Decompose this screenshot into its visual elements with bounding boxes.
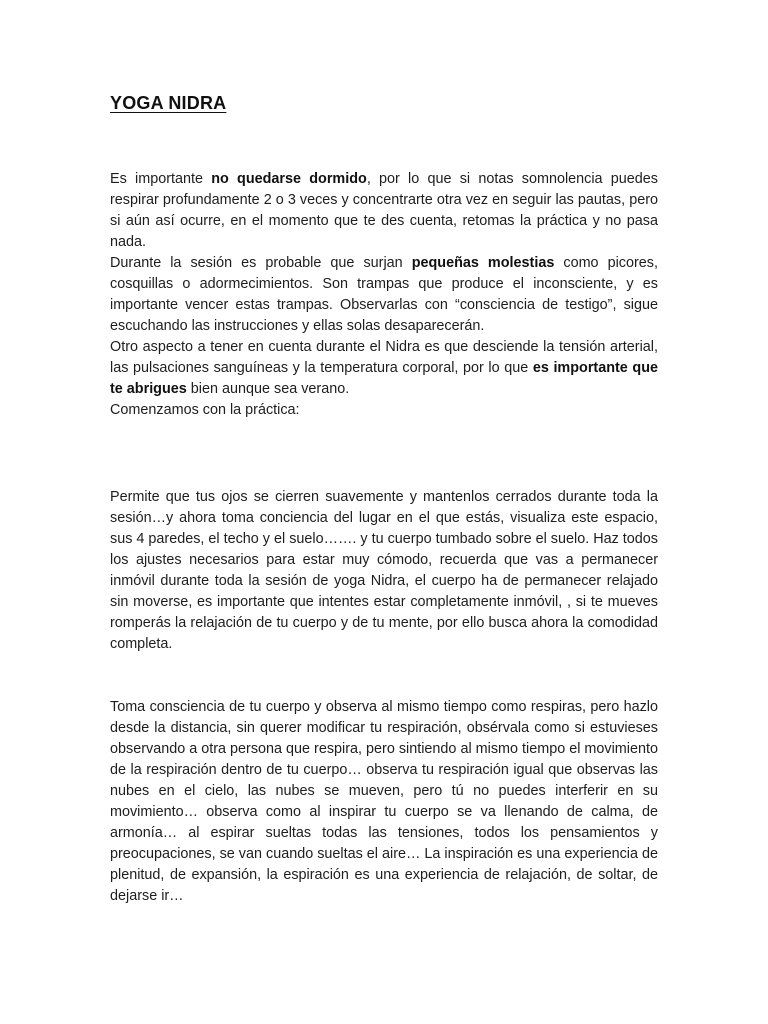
intro-paragraph-4: Comenzamos con la práctica: <box>110 402 300 418</box>
text-run: Otro aspecto a tener en cuenta durante el Nidra es que desciende la tensión arterial, las pulsaciones sanguíneas y la temperatura corporal, por lo que <box>110 339 658 376</box>
intro-paragraph-1 <box>110 169 658 253</box>
document-title: YOGA NIDRA <box>110 93 227 113</box>
emphasis-no-quedarse-dormido: no quedarse dormido <box>211 171 367 187</box>
emphasis-pequenas-molestias: pequeñas molestias <box>411 255 555 271</box>
practice-paragraph-2 <box>110 697 658 907</box>
text-run: , por lo que si notas somnolencia puedes respirar profundamente 2 o 3 veces y concentrarte otra vez en seguir las pautas, pero si aún así ocurre, en el momento que te des cuenta, retomas la práctica y no pasa nada. <box>110 171 658 250</box>
intro-paragraph-3 <box>110 337 658 400</box>
emphasis-abrigues: es importante que te abrigues <box>110 360 658 397</box>
paragraph-text: Toma consciencia de tu cuerpo y observa al mismo tiempo como respiras, pero hazlo desde la distancia, sin querer modificar tu respiración, obsérvala como si estuvieses observando a otra persona que respira, pero sintiendo al mismo tiempo el movimiento de la respiración dentro de tu cuerpo… observa tu respiración igual que observas las nubes en el cielo, las nubes se mueven, pero tú no puedes interferir en su movimiento… observa como al inspirar tu cuerpo se va llenando de calma, de armonía… al espirar sueltas todas las tensiones, todos los pensamientos y preocupaciones, se van cuando sueltas el aire… La inspiración es una experiencia de plenitud, de expansión, la espiración es una experiencia de relajación, de soltar, de dejarse ir… <box>110 699 658 904</box>
text-run: bien aunque sea verano. <box>186 381 350 397</box>
paragraph-text: Permite que tus ojos se cierren suavemente y mantenlos cerrados durante toda la sesión…y ahora toma conciencia del lugar en el que estás, visualiza este espacio, sus 4 paredes, el techo y el suelo……. y tu cuerpo tumbado sobre el suelo. Haz todos los ajustes necesarios para estar muy cómodo, recuerda que vas a permanecer inmóvil durante toda la sesión de yoga Nidra, el cuerpo ha de permanecer relajado sin moverse, es importante que intentes estar completamente inmóvil, , si te mueves romperás la relajación de tu cuerpo y de tu mente, por ello busca ahora la comodidad completa. <box>110 489 658 652</box>
text-run: Durante la sesión es probable que surjan <box>110 255 412 271</box>
practice-paragraph-1 <box>110 487 658 655</box>
intro-paragraph-2 <box>110 253 658 337</box>
text-run: Es importante <box>110 171 212 187</box>
text-run: como picores, cosquillas o adormecimientos. Son trampas que produce el inconsciente, y es importante vencer estas trampas. Observarlas con “consciencia de testigo”, sigue escuchando las instrucciones y ellas solas desaparecerán. <box>110 255 658 334</box>
intro-section <box>110 169 658 421</box>
